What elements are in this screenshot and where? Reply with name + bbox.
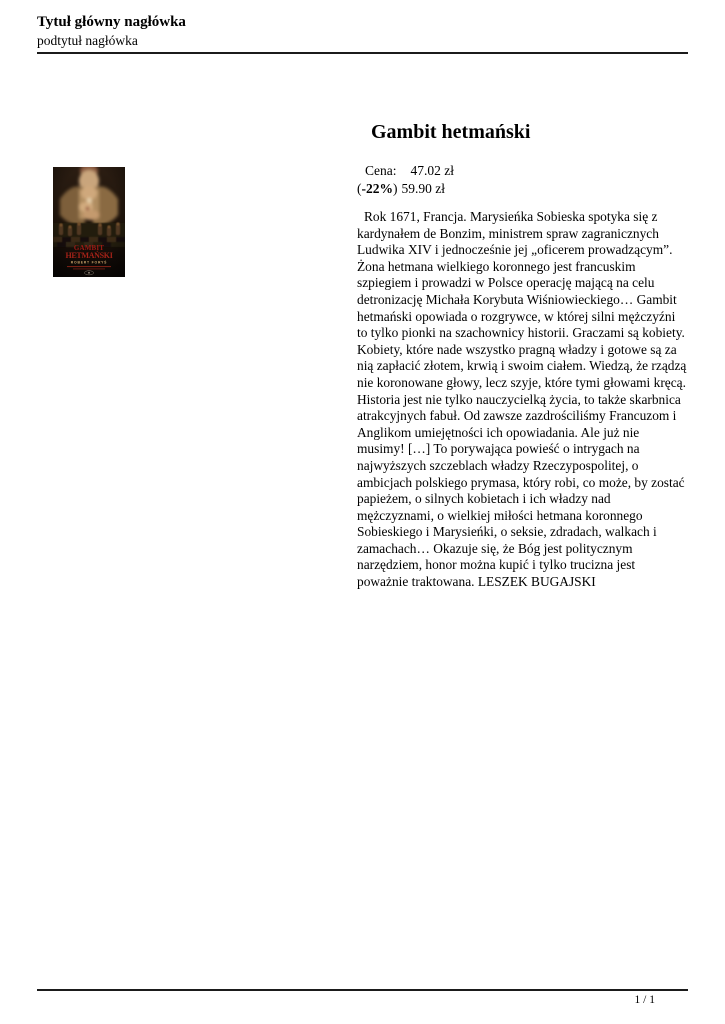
page-footer <box>37 989 688 1007</box>
product-info <box>357 120 688 591</box>
book-cover-art <box>53 167 125 277</box>
page-number: 1 / 1 <box>634 994 655 1006</box>
cover-title-line1: GAMBIT <box>73 244 105 252</box>
header-subtitle: podtytuł nagłówka <box>37 33 138 48</box>
discount-paren-close: ) <box>393 181 398 196</box>
product-description: Rok 1671, Francja. Marysieńka Sobieska spotyka się z kardynałem de Bonzim, ministrem spraw zagranicznych Ludwika XIV i jednocześnie jej „oficerem prowadzącym”. Żona hetmana wielkiego koronnego jest francuskim szpiegiem i prowadzi w Polsce operację mającą na celu detronizację Michała Korybuta Wiśniowieckiego… Gambit hetmański opowiada o rozgrywce, w której silni mężczyźni to tylko pionki na szachownicy historii. Graczami są kobiety. Kobiety, które nade wszystko pragną władzy i gotowe są za nią zapłacić złotem, krwią i swoim ciałem. Wiedzą, że rządzą nie koronowane głowy, lecz szyje, które tymi głowami kręcą. Historia jest nie tylko nauczycielką życia, to także skarbnica atrakcyjnych fabuł. Od zawsze zazdrościliśmy Francuzom i Anglikom umiejętności ich opowiadania. Ale już nie musimy! […] To porywająca powieść o intrygach na najwyższych szczeblach władzy Rzeczypospolitej, o ambicjach polskiego prymasa, który robi, co może, by zostać papieżem, o silnych kobietach i ich władzy nad mężczyznami, o wielkiej miłości hetmana koronnego Sobieskiego i Marysieńki, o seksie, zdradach, walkach i zamachach… Okazuje się, że Bóg jest politycznym narzędziem, honor można kupić i tylko trucizna jest poważnie traktowana. LESZEK BUGAJSKI <box>357 209 687 590</box>
price-current-line <box>357 162 688 180</box>
price-old-line <box>357 180 688 198</box>
page-header <box>37 0 688 54</box>
discount-paren-open: ( <box>357 181 362 196</box>
discount-percent: -22% <box>361 181 393 196</box>
product-title: Gambit hetmański <box>371 121 531 143</box>
book-cover-image <box>53 167 125 277</box>
header-title: Tytuł główny nagłówka <box>37 14 186 30</box>
price-current-value: 47.02 zł <box>410 163 454 178</box>
price-block <box>357 162 688 198</box>
cover-author-text: ROBERT FORYŚ <box>70 260 108 265</box>
price-old-value: 59.90 zł <box>401 181 445 196</box>
price-label: Cena: <box>365 163 397 178</box>
cover-title-line2: HETMAŃSKI <box>65 251 113 260</box>
